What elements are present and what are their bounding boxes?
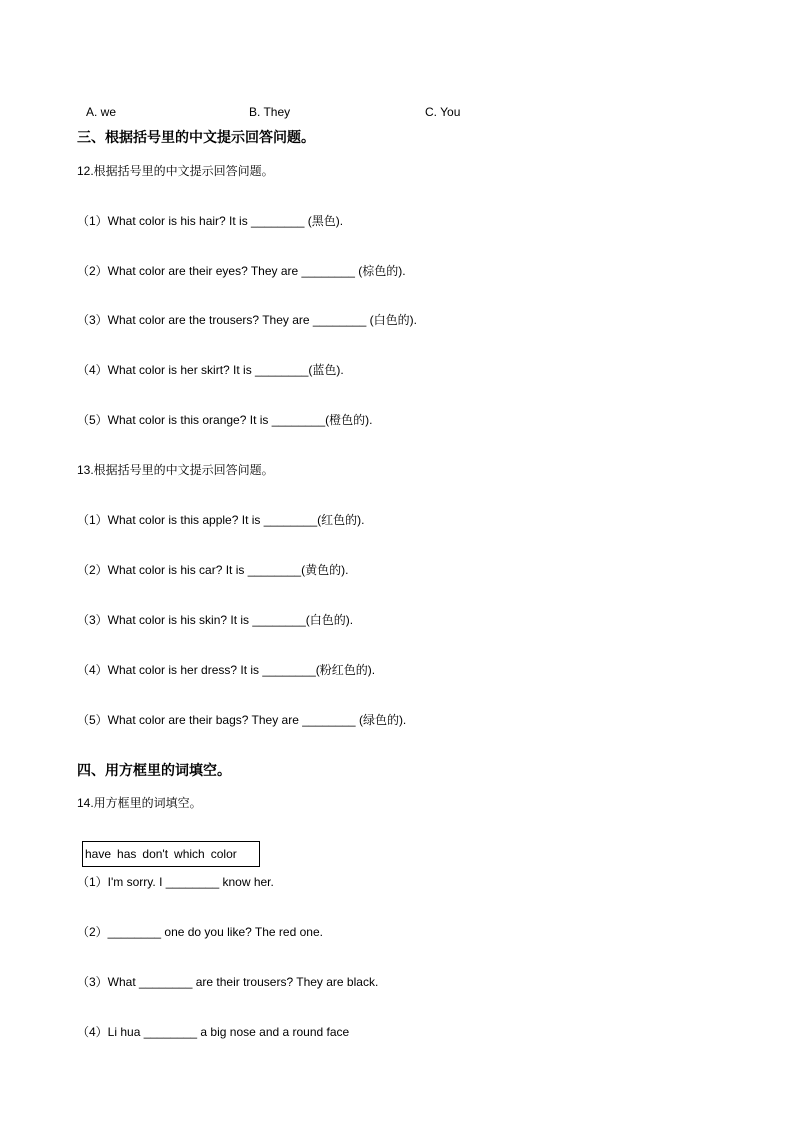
question-14-title: 14.用方框里的词填空。 — [77, 796, 202, 810]
word-dont: don't — [142, 847, 169, 861]
q14-item-4: （4）Li hua ________ a big nose and a round face — [77, 1025, 350, 1039]
word-color: color — [210, 847, 237, 861]
option-b: B. They — [249, 105, 291, 119]
q13-item-2: （2）What color is his car? It is ________(黄色的). — [77, 563, 349, 577]
q12-item-5: （5）What color is this orange? It is ________(橙色的). — [77, 413, 373, 427]
q12-item-1: （1）What color is his hair? It is ________ (黑色). — [77, 214, 344, 228]
option-c: C. You — [425, 105, 461, 119]
option-a: A. we — [86, 105, 117, 119]
word-has: has — [117, 847, 137, 861]
q14-item-3: （3）What ________ are their trousers? They are black. — [77, 975, 379, 989]
question-12-title: 12.根据括号里的中文提示回答问题。 — [77, 164, 274, 178]
q13-item-3: （3）What color is his skin? It is ________(白色的). — [77, 613, 354, 627]
word-which: which — [174, 847, 205, 861]
word-box — [82, 841, 260, 867]
word-have: have — [85, 847, 112, 861]
q14-item-1: （1）I'm sorry. I ________ know her. — [77, 875, 274, 889]
section-three-heading: 三、根据括号里的中文提示回答问题。 — [77, 129, 315, 145]
section-four-heading: 四、用方框里的词填空。 — [77, 762, 231, 778]
q14-item-2: （2）________ one do you like? The red one. — [77, 925, 323, 939]
q13-item-1: （1）What color is this apple? It is ________(红色的). — [77, 513, 365, 527]
q13-item-4: （4）What color is her dress? It is ________(粉红色的). — [77, 663, 376, 677]
q12-item-2: （2）What color are their eyes? They are ________ (棕色的). — [77, 264, 406, 278]
question-13-title: 13.根据括号里的中文提示回答问题。 — [77, 463, 274, 477]
q13-item-5: （5）What color are their bags? They are ________ (绿色的). — [77, 713, 407, 727]
q12-item-3: （3）What color are the trousers? They are ________ (白色的). — [77, 313, 417, 327]
q12-item-4: （4）What color is her skirt? It is ________(蓝色). — [77, 363, 344, 377]
